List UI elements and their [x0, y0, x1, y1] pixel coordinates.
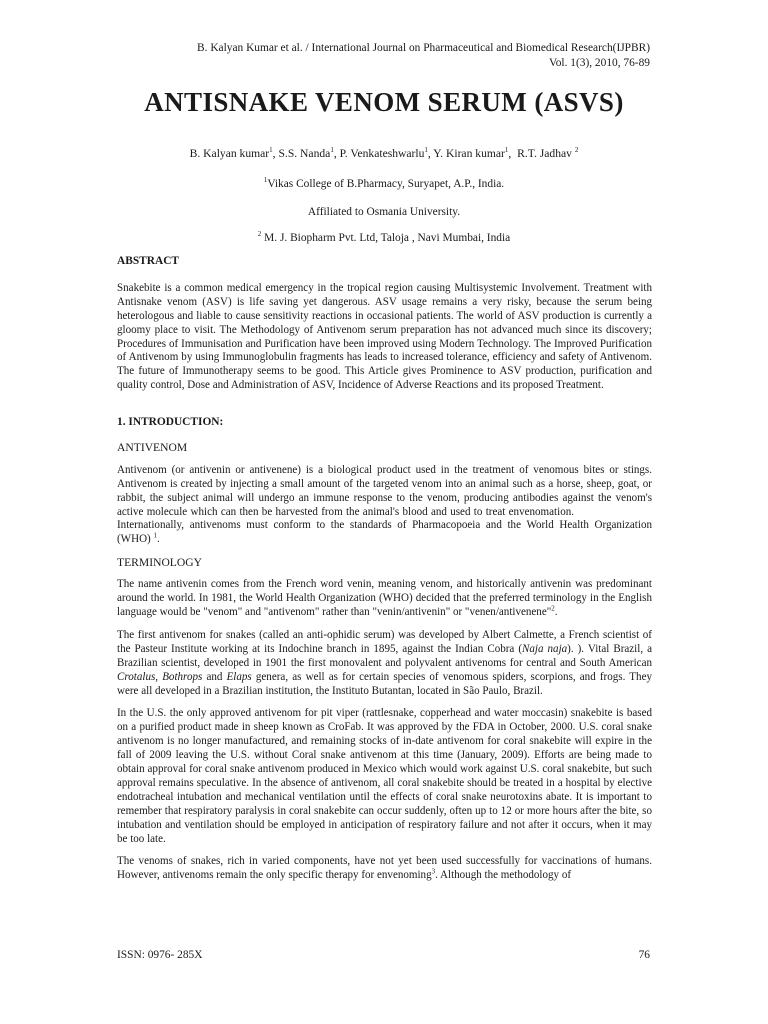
species-name: Naja naja	[522, 642, 568, 655]
author-name: Y. Kiran kumar	[433, 147, 505, 160]
affiliation-1: $^1$Vikas College of B.Pharmacy, Suryapet, A.P., India.	[263, 176, 505, 190]
terminology-heading: TERMINOLOGY	[117, 556, 203, 570]
antivenom-heading: ANTIVENOM	[117, 440, 188, 454]
author-sup: 1	[504, 146, 509, 155]
author-sup: 1	[330, 146, 334, 155]
genus-name: Elaps	[226, 670, 252, 683]
citation-ref: 3	[431, 867, 436, 876]
author-list: B. Kalyan kumar$^1$, S.S. Nanda$^1$, P. Venkateshwarlu$^1$, Y. Kiran kumar$^1$, R.T. Jadhav $^2$	[189, 146, 579, 160]
terminology-paragraph-3: In the U.S. the only approved antivenom for pit viper (rattlesnake, copperhead and water moccasin) snakebite is based on a purified product made in sheep known as CroFab. It was approved by the FDA in October, 2000. U.S. coral snake antivenom is no longer manufactured, and remaining stocks of in-date antivenom for coral snakebite will expire in the fall of 2009 leaving the U.S. without Coral snake antivenom at this time (January, 2009). Efforts are being made to obtain approval for coral snake antivenom produced in Mexico which would work against U.S. coral snakebite, but such approval remains speculative. In the absence of antivenom, all coral snakebite should be treated in a hospital by elective endotracheal intubation and mechanical ventilation until the effects of coral snake neurotoxins abate. It is important to remember that respiratory paralysis in coral snakebite can occur suddenly, often up to 12 or more hours after the bite, so intubation and ventilation should be employed in anticipation of respiratory failure and not after it occurs, when it may be too late.	[117, 707, 652, 845]
header-volume-line: Vol. 1(3), 2010, 76-89	[548, 57, 650, 69]
author-sup: 1	[424, 146, 428, 155]
abstract-text: Snakebite is a common medical emergency in the tropical region causing Multisystemic Involvement. Treatment with Antisnake venom (ASV) is life saving yet dangerous. ASV usage remains a very risky, because the serum being heterologous and liable to cause sensitivity reactions in occasional patients. The world of ASV production is currently a gloomy place to visit. The Methodology of Antivenom serum preparation has not advanced much since its discovery; Procedures of Immunisation and Purification have been improved using Modern Technology. The Improved Purification of Antivenom by using Immunoglobulin fragments has leads to increased tolerance, efficiency and safety of Antivenom. The future of Immunotherapy seems to be good. This Article gives Prominence to ASV production, purification and quality control, Dose and Administration of ASV, Incidence of Adverse Reactions and its proposed Treatment.	[117, 281, 652, 392]
author-sup: 1	[269, 146, 273, 155]
header-journal-line: B. Kalyan Kumar et al. / International Journal on Pharmaceutical and Biomedical Research(IJPBR)	[197, 42, 650, 54]
abstract-section	[117, 255, 652, 402]
author-name: R.T. Jadhav	[517, 147, 572, 160]
footer-page-number: 76	[638, 949, 650, 961]
paper-title: ANTISNAKE VENOM SERUM (ASVS)	[144, 87, 624, 117]
introduction-section	[117, 416, 652, 892]
running-header	[90, 41, 650, 71]
introduction-heading: 1. INTRODUCTION:	[117, 416, 224, 428]
author-name: B. Kalyan kumar	[189, 147, 270, 160]
author-name: P. Venkateshwarlu	[339, 147, 425, 160]
affiliation-sup: 2	[257, 230, 262, 239]
terminology-paragraph-4: The venoms of snakes, rich in varied components, have not yet been used successfully for vaccinations of humans. However, antivenoms remain the only specific therapy for envenoming$^3$. Although the methodology of	[117, 855, 652, 882]
author-name: S.S. Nanda	[278, 147, 331, 160]
affiliation-sup: 1	[263, 176, 268, 185]
citation-ref: 2	[551, 604, 555, 613]
genus-name: Crotalus	[117, 670, 156, 683]
abstract-heading: ABSTRACT	[117, 255, 180, 267]
terminology-paragraph-1: The name antivenin comes from the French word venin, meaning venom, and historically antivenin was predominant around the world. In 1981, the World Health Organization (WHO) decided that the preferred terminology in the English language would be "venom" and "antivenom" rather than "venin/antivenin" or "venen/antivenene"$^2$.	[117, 578, 652, 618]
affiliation-osmania: Affiliated to Osmania University.	[307, 206, 461, 218]
citation-ref: 1	[153, 531, 158, 540]
antivenom-paragraph: Antivenom (or antivenin or antivenene) is a biological product used in the treatment of venomous bites or stings. Antivenom is created by injecting a small amount of the targeted venom into an animal such as a horse, sheep, goat, or rabbit, the subject animal will undergo an immune response to the venom, producing antibodies against the venom's active molecule which can then be harvested from the animal's blood and used to treat envenomation.Internationally, antivenoms must conform to the standards of Pharmacopoeia and the World Health Organization (WHO) $^1$.	[117, 463, 652, 546]
genus-name: Bothrops	[162, 670, 203, 683]
affiliation-2: $^2$ M. J. Biopharm Pvt. Ltd, Taloja , Navi Mumbai, India	[257, 230, 511, 244]
footer-issn: ISSN: 0976- 285X	[117, 949, 203, 961]
author-sup: 2	[574, 146, 579, 155]
terminology-paragraph-2: The first antivenom for snakes (called an anti-ophidic serum) was developed by Albert Calmette, a French scientist of the Pasteur Institute working at its Indochine branch in 1895, against the Indian Cobra (Naja naja). ). Vital Brazil, a Brazilian scientist, developed in 1901 the first monovalent and polyvalent antivenoms for central and South American Crotalus, Bothrops and Elaps genera, as well as for certain species of venomous spiders, scorpions, and frogs. They were all developed in a Brazilian institution, the Instituto Butantan, located in São Paulo, Brazil.	[117, 628, 652, 697]
